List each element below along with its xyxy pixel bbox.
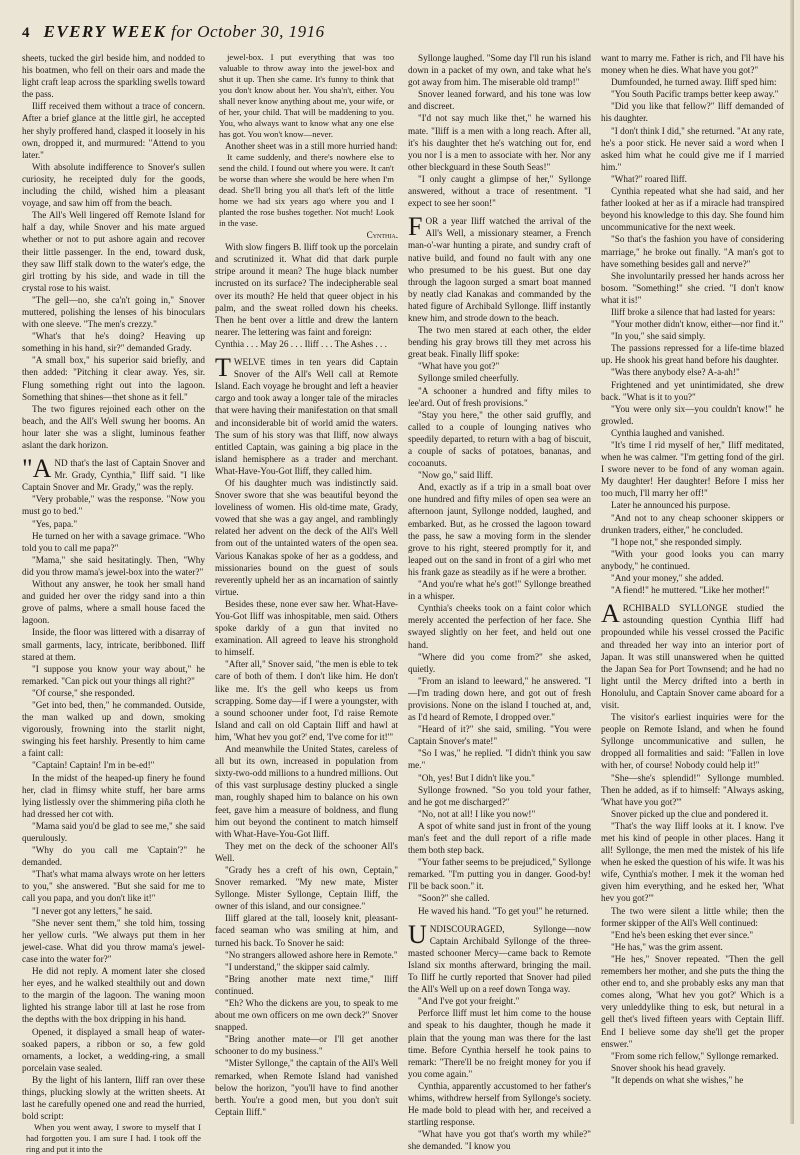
letter-text: When you went away, I swore to myself that I had forgotten you. I am sure I had. I took off the ring and put it into the — [26, 1122, 201, 1155]
letter-text: jewel-box. I put everything that was too valuable to throw away into the jewel-box and shut it up. Then she came. It's funny to think that you don't know about her. You sha'n't, either. You shall never know anything about me, your wife, or of her, your child. That will be maddening to you. You, who always want to know what any one else has got. You won't know—never. — [219, 52, 394, 139]
paragraph: "I hope not," she responded simply. — [611, 536, 742, 547]
paragraph: "He hes," Snover repeated. "Then the gell remembers her mother, and she puts the thing the other end to, and she probably esks any man that comes along, 'What hev you got?' Which is a very unleddylike thing to esk, but netural in a gell thet's lived fifteen years with Ceptain Iliff. End I believe some day she'll get the proper enswer." — [601, 953, 784, 1049]
paragraph: "That's the way Iliff looks at it. I know. I've met his kind of people in other places. Hang it all! Syllonge, the men med the mistek of his life when he esked the question of his wife. It was his wife, Cynthia's mother. I mek it the woman hed given him everything, and he esked her, 'What hev you got?'" — [601, 820, 784, 904]
paragraph: Besides these, none ever saw her. What-Have-You-Got Iliff was inhospitable, men said. Others spoke darkly of a gun that invited no examination. All agreed to leave his stronghold to himself. — [215, 598, 398, 658]
paragraph: "Now go," said Iliff. — [418, 470, 493, 481]
drop-cap: T — [215, 353, 231, 383]
paragraph: "What?" roared Iliff. — [611, 173, 687, 184]
paragraph: "A fiend!" he muttered. "Like her mother!" — [611, 585, 770, 596]
column-1 — [22, 52, 205, 1155]
page-number: 4 — [22, 25, 30, 41]
paragraph-text: RCHIBALD SYLLONGE studied the astounding question Cynthia Iliff had propounded while his vessel crossed the Pacific and threaded her way into an interior port of Japan. It was still unanswered when he quitted the Japan Sea for Port Townsend; and he had no light until the Mercy drifted into a berth in Honolulu, and Captain Snover came aboard for a visit. — [601, 603, 784, 710]
drop-cap: F — [408, 212, 423, 242]
paragraph: The visitor's earliest inquiries were for the people on Remote Island, and when he found Syllonge uncommunicative and sullen, he dropped all formalities and said: "Fallen in love with her, of course! Nobody could help it!" — [601, 712, 784, 771]
paragraph: He did not reply. A moment later she closed her eyes, and he walked stealthily out and down to the margin of the lagoon. The waning moon lighted his strange labor till at last he rose from the depths with the box dripping in his hand. — [22, 966, 205, 1025]
paragraph: "Heard of it?" she said, smiling. "You were Captain Snover's mate!" — [408, 724, 591, 747]
paragraph: Cynthia laughed and vanished. — [611, 427, 725, 438]
paragraph: "Of course," she responded. — [32, 687, 135, 698]
letter-text: It came suddenly, and there's nowhere else to send the child. I found out where you were. It can't be worse than where she would be here when I'm dead. She'll bring you all that's left of the little home we had six years ago where you and I planted the rose bushes together. Not much! Look in the vase. — [219, 152, 394, 229]
paragraph: "So that's the fashion you have of considering marriage," he broke out finally. "A man's got to have something besides gall and nerve?" — [601, 234, 784, 269]
paragraph-text: OR a year Iliff watched the arrival of the All's Well, a missionary steamer, a French man-o'-war hunting a pirate, and sundry craft of native build, and found no fault with any one who presumed to be his guest. But one day through the lagoon surged a smart boat manned by neatly clad Kanakas and commanded by the hated figure of Archibald Syllonge. Iliff instantly knew him, and strode down to the beach. — [408, 216, 591, 323]
paragraph: The All's Well lingered off Remote Island for half a day, while Snover and his mate argued whether or not to put ashore again and recover their little passenger. In the end, toward dusk, they saw Iliff stalk down to the water's edge, the girl trotting by his side, and wade in till the crystal rose to his waist. — [22, 210, 205, 293]
paragraph: Cynthia . . . May 26 . . . Iliff . . . The Ashes . . . — [215, 338, 387, 349]
paragraph: "Captain! Captain! I'm in be-ed!" — [32, 760, 155, 771]
issue-date: for October 30, 1916 — [171, 22, 325, 41]
paragraph: "Your father seems to be prejudiced," Syllonge remarked. "I'm putting you in danger. Good-by! I'll be back soon." it. — [408, 857, 591, 892]
paragraph: "And you're what he's got!" Syllonge breathed in a whisper. — [408, 579, 591, 602]
section-opening-paragraph — [408, 919, 591, 996]
paragraph: "I'd not say much like thet," he warned his mate. "Iliff is a men with a long reach. After all, it's his daughter thet he's watching out for, end you nor I is a men to associate with her. Nor any other bleckguard in these South Seas!" — [408, 113, 591, 172]
paragraph: "Was there anybody else? A-a-ah!" — [611, 367, 740, 378]
paragraph: And, exactly as if a trip in a small boat over one hundred and fifty miles of open sea were an afternoon jaunt, Syllonge nodded, laughed, and embarked. But, as he crossed the lagoon toward the pass, he saw a moving form in the slender grove to his right, steered promptly for it, and leaped out on the sand in front of a girl who met his frank gaze as steadily as if he were a brother. — [408, 482, 591, 577]
section-opening-paragraph — [22, 454, 205, 493]
paragraph: "A schooner a hundred and fifty miles to lee'ard. Out of fresh provisions." — [408, 385, 591, 408]
paragraph: "And I've got your freight." — [418, 996, 520, 1007]
paragraph: A spot of white sand just in front of the young man's feet and the dull report of a rifle made them both step back. — [408, 820, 591, 856]
paragraph: "And your money," she added. — [611, 573, 724, 584]
paragraph: Iliff received them without a trace of concern. After a brief glance at the little girl, he accepted her shyly proffered hand, clasped it loosely in his own, dropped it, and murmured: "Attend to you later." — [22, 101, 205, 160]
paragraph: sheets, tucked the girl beside him, and nodded to his boatmen, who fell on their oars and made the light craft leap across the sparkling swells toward the pass. — [22, 53, 205, 100]
page-edge — [790, 0, 794, 1124]
paragraph: want to marry me. Father is rich, and I'll have his money when he dies. What have you got?" — [601, 53, 784, 76]
paragraph: "Did you like that fellow?" Iliff demanded of his daughter. — [601, 101, 784, 124]
running-title — [44, 22, 325, 42]
letter-excerpt — [215, 52, 398, 140]
paragraph: With slow fingers B. Iliff took up the porcelain and scrutinized it. What did that dark purple stripe around it mean? The huge black number incrusted on its surface? The indecipherable seal over its mouth? He held that queer object in his palm, and the sweat rolled down his cheeks. Then he bent over a little and drew the lantern nearer. The lettering was faint and foreign: — [215, 242, 398, 337]
paragraph: "The gell—no, she ca'n't going in," Snover muttered, polishing the lenses of his binoculars with one sleeve. "The men's crezzy." — [22, 294, 205, 330]
paragraph: Snover leaned forward, and his tone was low and discreet. — [408, 89, 591, 112]
paragraph: Another sheet was in a still more hurried hand: — [225, 141, 398, 151]
paragraph: "A small box," his superior said briefly, and then added: "Pitching it clear away. Yes, sir. Flung something right out into the lagoon. Something that shines—thet shone as it fell." — [22, 355, 205, 402]
paragraph: Of his daughter much was indistinctly said. Snover swore that she was beautiful beyond the loveliness of women. His old-time mate, Grady, vowed that she was a gay angel, and ramblingly related her advent on the deck of the All's Well from out of the untainted waters of the open sea. Various Kanakas spoke of her as a goddess, and missionaries bound on the guest of souls reverently upheld her as an incarnation of saintly virtue. — [215, 477, 398, 597]
letter-excerpt — [22, 1122, 205, 1155]
paragraph: By the light of his lantern, Iliff ran over these things, plucking slowly at the written sheets. At last he carefully opened one and read the hurried, bold script: — [22, 1074, 205, 1122]
drop-cap: U — [408, 919, 427, 949]
paragraph: He turned on her with a savage grimace. "Who told you to call me papa?" — [22, 530, 205, 553]
paragraph: The two figures rejoined each other on the beach, and the All's Well swung her booms. An hour later she was a slight, luminous feather aslant the dark horizon. — [22, 403, 205, 450]
drop-cap: "A — [22, 454, 52, 484]
paragraph: "Your mother didn't know, either—nor find it." — [611, 319, 784, 330]
paragraph: "What have you got?" — [418, 361, 500, 372]
paragraph: Without any answer, he took her small hand and guided her over the ridgy sand into a thin grove of palms, where a small house faced the lagoon. — [22, 579, 205, 626]
magazine-title: EVERY WEEK — [43, 22, 167, 41]
paragraph: In the midst of the heaped-up finery he found her, clad in flimsy white stuff, her bare arms lying listlessly over the shimmering piña cloth he had dressed her cot with. — [22, 772, 205, 819]
paragraph: "She never sent them," she told him, tossing her yellow curls. "We always put them in her jewel-case. What did you throw mama's jewel-case into the water for?" — [22, 917, 205, 964]
paragraph: Iliff broke a silence that had lasted for years: — [611, 306, 776, 317]
column-3 — [408, 52, 591, 1155]
paragraph: Cynthia repeated what she had said, and her father looked at her as if a miracle had transpired beyond his knowledge to this day. She found him uncommunicative for the next week. — [601, 186, 784, 233]
paragraph: "She—she's splendid!" Syllonge mumbled. Then he added, as if to himself: "Always asking, 'What have you got?'" — [601, 772, 784, 807]
paragraph: "In you," she said simply. — [611, 331, 706, 342]
paragraph-text: NDISCOURAGED, Syllonge—now Captain Archibald Syllonge of the three-masted schooner Mercy—came back to Remote Island six months afterward, bringing the mail. To Iliff he curtly reported that Snover had piled the All's Well up on a reef down Tonga way. — [408, 923, 591, 995]
paragraph: "Mister Syllonge," the captain of the All's Well remarked, when Remote Island had vanished below the horizon, "you'll have to find another berth. You're a good men, but you don't suit Ceptain Iliff." — [215, 1058, 398, 1117]
paragraph: With absolute indifference to Snover's sullen curiosity, he receipted duly for the goods, including the child, wished him a pleasant voyage, and saw him off from the beach. — [22, 161, 205, 209]
paragraph: "It's time I rid myself of her," Iliff meditated, when he was calmer. "I'm getting fond of the girl. I swore never to be fond of any woman again. My daughter! Her daughter! Before I miss her too much, I'll marry her off!" — [601, 440, 784, 499]
paragraph: "After all," Snover said, "the men is eble to tek care of both of them. I don't like him. He don't like me. It's the gell who keeps us from scrapping. Some day—if I were a youngster, with a sound schooner under foot, I'd raise Remote Island and call on old Captain Iliff and hawl at him, 'What hev you got?' end, 'I've come for it!'" — [215, 659, 398, 742]
paragraph: Syllonge smiled cheerfully. — [418, 373, 519, 384]
paragraph: "Where did you come from?" she asked, quietly. — [408, 651, 591, 674]
column-4 — [601, 52, 784, 1155]
paragraph: She involuntarily pressed her hands across her bosom. "Something!" she cried. "I don't know what it is!" — [601, 270, 784, 305]
paragraph: "Yes, papa." — [32, 518, 78, 529]
paragraph: Syllonge laughed. "Some day I'll run his island down in a packet of my own, and take what he's got away from him. The miserable old tramp!" — [408, 53, 591, 88]
paragraph: "With your good looks you can marry anybody," he continued. — [601, 548, 784, 571]
paragraph: The passions repressed for a life-time blazed up. He shook his great hand before his daughter. — [601, 343, 784, 366]
paragraph: "Grady hes a creft of his own, Ceptain," Snover remarked. "My new mate, Mister Syllonge. Mister Syllonge, Ceptain Iliff, the owner of this island, and our consignee." — [215, 864, 398, 912]
paragraph: "Bring another mate next time," Iliff continued. — [215, 973, 398, 996]
paragraph: "I don't think I did," she returned. "At any rate, he's a poor stick. He never said a word when I asked him what he could give me if I married him." — [601, 125, 784, 172]
paragraph: He waved his hand. "To get you!" he returned. — [418, 905, 589, 916]
paragraph: "Mama said you'd be glad to see me," she said querulously. — [22, 820, 205, 843]
paragraph: "You South Pacific tramps better keep away." — [611, 89, 779, 100]
paragraph: "That's what mama always wrote on her letters to you," she answered. "But she said for me to call you papa, and you don't like it!" — [22, 869, 205, 904]
section-opening-paragraph — [215, 353, 398, 477]
paragraph: "Why do you call me 'Captain'?" he demanded. — [22, 845, 205, 868]
section-opening-paragraph — [408, 212, 591, 324]
page-header — [22, 22, 782, 48]
paragraph: "Oh, yes! But I didn't like you." — [418, 772, 535, 783]
article-body — [22, 52, 784, 1155]
paragraph: Perforce Iliff must let him come to the house and speak to his daughter, though he made it plain that the young man was there for the last time. Before Cynthia herself he took pains to remark: "There'll be no freight money for you if you come again." — [408, 1008, 591, 1079]
paragraph: Snover shook his head gravely. — [611, 1062, 726, 1073]
paragraph: Inside, the floor was littered with a disarray of small garments, lacy, intricate, beribboned. Iliff stared at them. — [22, 627, 205, 662]
paragraph: "What have you got that's worth my while?" she demanded. "I know you — [408, 1129, 591, 1152]
section-opening-paragraph — [601, 599, 784, 711]
paragraph: The two were silent a little while; then the former skipper of the All's Well continued: — [601, 905, 784, 928]
paragraph-text: ND that's the last of Captain Snover and Mr. Grady, Cynthia," Iliff said. "I like Captain Snover and Mr. Grady," was the reply. — [22, 458, 205, 493]
paragraph: "Eh? Who the dickens are you, to speak to me about me own officers on me own deck?" Snover snapped. — [215, 998, 398, 1033]
paragraph: "From some rich fellow," Syllonge remarked. — [611, 1050, 779, 1061]
paragraph: "No strangers allowed ashore here in Remote." — [225, 949, 398, 960]
paragraph: Dumfounded, he turned away. Iliff sped him: — [611, 77, 777, 88]
paragraph: They met on the deck of the schooner All's Well. — [215, 840, 398, 863]
letter-excerpt — [215, 152, 398, 229]
paragraph: "I only caught a glimpse of her," Syllonge answered, without a trace of resentment. "I expect to see her soon!" — [408, 173, 591, 209]
paragraph: Iliff glared at the tall, loosely knit, pleasant-faced seaman who was smiling at him, and turned his back. To Snover he said: — [215, 913, 398, 948]
drop-cap: A — [601, 599, 620, 629]
paragraph: "From an island to leeward," he answered. "I—I'm trading down here, and got out of fresh provisions. None on the island I touched at, and, as I'd heard of Remote, I dropped over." — [408, 675, 591, 723]
paragraph: "Soon?" she called. — [418, 893, 490, 904]
paragraph: "Very probable," was the response. "Now you must go to bed." — [22, 494, 205, 517]
letter-signature: Cynthia. — [366, 230, 398, 241]
paragraph: "And not to any cheap schooner skippers or drunken traders, either," he concluded. — [601, 512, 784, 535]
paragraph: The two men stared at each other, the elder bending his gray brows till they met across his great beak. Finally Iliff spoke: — [408, 325, 591, 360]
paragraph: And meanwhile the United States, careless of all but its own, increased in population from sixty-two-odd millions to a hundred millions. Out of this vast surplusage destiny plucked a single man, roughly shaped him to balance on his own feet, gave him a measure of boldness, and flung him out beyond the continent to match himself with What-Have-You-Got Iliff. — [215, 744, 398, 839]
paragraph: Snover picked up the clue and pondered it. — [611, 808, 769, 819]
paragraph: "It depends on what she wishes," he — [611, 1074, 744, 1085]
paragraph: "I suppose you know your way about," he remarked. "Can pick out your things all right?" — [22, 663, 205, 686]
paragraph: Opened, it displayed a small heap of water-soaked papers, a ribbon or so, a few gold ornaments, a locket, a wedding-ring, a small porcelain vase sealed. — [22, 1026, 205, 1073]
paragraph: "Bring another mate—or I'll get another schooner to do my business." — [215, 1034, 398, 1057]
paragraph: "I understand," the skipper said calmly. — [225, 961, 370, 972]
paragraph: "End he's been esking thet ever since." — [611, 929, 754, 940]
paragraph: "What's that he's doing? Heaving up something in his hand, sir?" demanded Grady. — [22, 331, 205, 354]
paragraph: "You were only six—you couldn't know!" he growled. — [601, 403, 784, 426]
paragraph: "Stay you here," the other said gruffly, and called to a couple of lounging natives who speedily departed, to return with a bag of biscuit, a couple of sacks of potatoes, bananas, and cocoanuts. — [408, 409, 591, 469]
paragraph: "Mama," she said hesitatingly. Then, "Why did you throw mama's jewel-box into the water?" — [22, 554, 205, 577]
paragraph: "I never got any letters," he said. — [32, 905, 153, 916]
paragraph: "He has," was the grim assent. — [611, 941, 723, 952]
paragraph: Cynthia, apparently accustomed to her father's whims, withdrew herself from Syllonge's society. He made bold to plead with her, and received a startling response. — [408, 1080, 591, 1128]
paragraph: "Get into bed, then," he commanded. Outside, the man walked up and down, smoking vigorously, frowning into the starlit night, swinging his feet harshly. Presently to him came a faint call: — [22, 699, 205, 759]
paragraph-text: WELVE times in ten years did Captain Snover of the All's Well call at Remote Island. Each voyage he brought and left a heavier cargo and took away a longer tale of the miracles that were having their manifestation on that small and inconsiderable bit of world amid the waters. The sum of his story was that Iliff, now always entitled Captain, was gaining a big place in the island hemisphere as a trader and merchant. What-Have-You-Got Iliff, they called him. — [215, 357, 398, 476]
paragraph: Cynthia's cheeks took on a faint color which merely accented the perfection of her face. She swayed slightly on her feet, and held out one hand. — [408, 603, 591, 650]
paragraph: "No, not at all! I like you now!" — [418, 808, 536, 819]
paragraph: "So I was," he replied. "I didn't think you saw me." — [408, 748, 591, 771]
paragraph: Later he announced his purpose. — [611, 500, 731, 511]
paragraph: Syllonge frowned. "So you told your father, and he got me discharged?" — [408, 784, 591, 807]
paragraph: Frightened and yet unintimidated, she drew back. "What is it to you?" — [601, 379, 784, 402]
column-2 — [215, 52, 398, 1155]
